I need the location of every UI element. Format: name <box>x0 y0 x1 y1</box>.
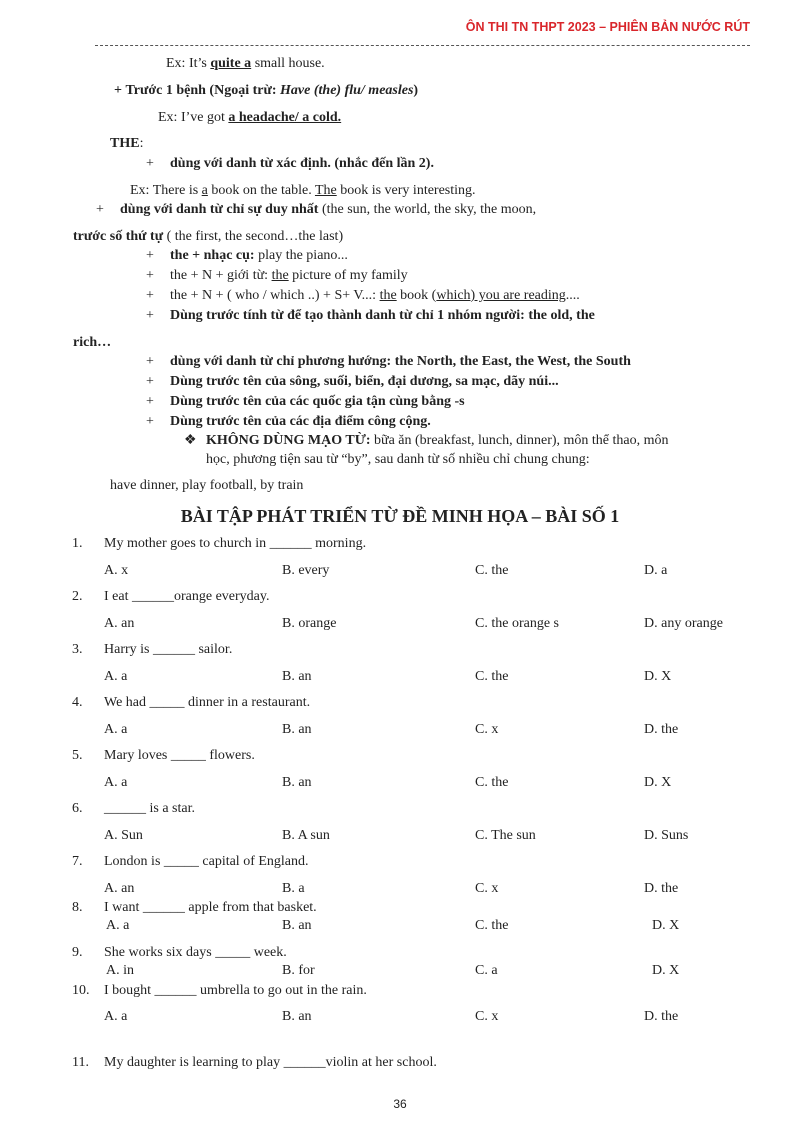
question-3-option-d: D. X <box>644 669 672 684</box>
rule-countries: + Dùng trước tên của các quốc gia tận cùng bằng -s <box>146 394 465 409</box>
question-number: 3. <box>72 642 83 657</box>
question-9-option-a: A. in <box>106 963 134 978</box>
question-text: My daughter is learning to play ______violin at her school. <box>104 1055 437 1070</box>
question-5-option-a: A. a <box>104 775 128 790</box>
question-1 <box>72 536 366 552</box>
question-text: I eat ______orange everyday. <box>104 589 270 604</box>
header-title: ÔN THI TN THPT 2023 – PHIÊN BẢN NƯỚC RÚT <box>465 20 750 34</box>
question-7-option-a: A. an <box>104 881 135 896</box>
question-4 <box>72 695 310 711</box>
question-number: 11. <box>72 1055 89 1070</box>
question-1-option-b: B. every <box>282 563 330 578</box>
rule-preposition: + the + N + giới từ: the picture of my family <box>146 268 408 283</box>
question-8-option-d: D. X <box>652 918 680 933</box>
question-1-option-c: C. the <box>475 563 509 578</box>
question-2-option-d: D. any orange <box>644 616 723 631</box>
question-text: Mary loves _____ flowers. <box>104 748 255 763</box>
question-text: Harry is ______ sailor. <box>104 642 233 657</box>
rule-no-article-cont: học, phương tiện sau từ “by”, sau danh từ số nhiều chỉ chung chung: <box>206 452 590 467</box>
rule-instrument: + the + nhạc cụ: play the piano... <box>146 248 348 263</box>
question-7-option-b: B. a <box>282 881 305 896</box>
question-2 <box>72 589 269 605</box>
exercise-title: BÀI TẬP PHÁT TRIỂN TỪ ĐỀ MINH HỌA – BÀI SỐ 1 <box>180 506 620 526</box>
question-6-option-c: C. The sun <box>475 828 536 843</box>
question-number: 5. <box>72 748 83 763</box>
question-9-option-b: B. for <box>282 963 315 978</box>
question-2-option-c: C. the orange s <box>475 616 559 631</box>
question-10-option-c: C. x <box>475 1009 499 1024</box>
question-8-option-c: C. the <box>475 918 509 933</box>
question-7-option-d: D. the <box>644 881 679 896</box>
question-8-option-a: A. a <box>106 918 130 933</box>
question-2-option-a: A. an <box>104 616 135 631</box>
rule-adjective-group: + Dùng trước tính từ để tạo thành danh từ chỉ 1 nhóm người: the old, the <box>146 308 595 323</box>
example-book: Ex: There is a book on the table. The book is very interesting. <box>130 183 476 198</box>
question-number: 6. <box>72 801 83 816</box>
question-8-option-b: B. an <box>282 918 312 933</box>
question-1-option-d: D. a <box>644 563 668 578</box>
question-text: She works six days _____ week. <box>104 945 287 960</box>
question-10-option-a: A. a <box>104 1009 128 1024</box>
question-10 <box>72 983 367 999</box>
question-4-option-d: D. the <box>644 722 679 737</box>
question-3-option-a: A. a <box>104 669 128 684</box>
header-divider <box>95 45 750 46</box>
question-6-option-d: D. Suns <box>644 828 689 843</box>
question-7-option-c: C. x <box>475 881 499 896</box>
rule-adjective-group-cont: rich… <box>73 335 112 350</box>
question-10-option-b: B. an <box>282 1009 312 1024</box>
question-9 <box>72 945 287 961</box>
rule-definite: + dùng với danh từ xác định. (nhắc đến lần 2). <box>146 156 434 171</box>
question-6-option-a: A. Sun <box>104 828 143 843</box>
question-4-option-c: C. x <box>475 722 499 737</box>
rule-relative-clause: + the + N + ( who / which ..) + S+ V...: the book (which) you are reading.... <box>146 288 580 303</box>
rule-ordinal: trước số thứ tự ( the first, the second…the last) <box>73 229 344 244</box>
question-text: ______ is a star. <box>104 801 195 816</box>
question-3-option-c: C. the <box>475 669 509 684</box>
question-number: 7. <box>72 854 83 869</box>
the-heading: THE: <box>110 136 144 151</box>
question-1-option-a: A. x <box>104 563 129 578</box>
question-number: 8. <box>72 900 83 915</box>
question-7 <box>72 854 309 870</box>
question-9-option-c: C. a <box>475 963 498 978</box>
question-5-option-c: C. the <box>475 775 509 790</box>
example-quite: Ex: It’s quite a small house. <box>166 56 325 71</box>
question-8 <box>72 900 317 916</box>
question-5-option-b: B. an <box>282 775 312 790</box>
rule-unique: + dùng với danh từ chỉ sự duy nhất (the sun, the world, the sky, the moon, <box>96 202 537 217</box>
rule-direction: + dùng với danh từ chỉ phương hướng: the North, the East, the West, the South <box>146 354 631 369</box>
question-3-option-b: B. an <box>282 669 312 684</box>
question-3 <box>72 642 232 658</box>
question-5 <box>72 748 255 764</box>
example-headache: Ex: I’ve got a headache/ a cold. <box>158 110 342 125</box>
rule-no-article: ❖ KHÔNG DÙNG MẠO TỪ: bữa ăn (breakfast, lunch, dinner), môn thể thao, môn <box>184 433 669 448</box>
rule-public-places: + Dùng trước tên của các địa điểm công cộng. <box>146 414 431 429</box>
question-number: 2. <box>72 589 83 604</box>
question-number: 9. <box>72 945 83 960</box>
question-text: My mother goes to church in ______ morning. <box>104 536 367 551</box>
question-text: London is _____ capital of England. <box>104 854 309 869</box>
rule-geography: + Dùng trước tên của sông, suối, biển, đại dương, sa mạc, dãy núi... <box>146 374 559 389</box>
question-11 <box>72 1055 437 1071</box>
question-text: I want ______ apple from that basket. <box>104 900 317 915</box>
question-2-option-b: B. orange <box>282 616 337 631</box>
question-text: We had _____ dinner in a restaurant. <box>104 695 311 710</box>
question-number: 1. <box>72 536 83 551</box>
question-6-option-b: B. A sun <box>282 828 330 843</box>
question-4-option-a: A. a <box>104 722 128 737</box>
question-9-option-d: D. X <box>652 963 680 978</box>
example-no-article: have dinner, play football, by train <box>110 478 304 493</box>
question-5-option-d: D. X <box>644 775 672 790</box>
question-10-option-d: D. the <box>644 1009 679 1024</box>
rule-illness: + Trước 1 bệnh (Ngoại trừ: Have (the) flu/ measles) <box>114 83 419 98</box>
page-number: 36 <box>393 1097 407 1111</box>
question-6 <box>72 801 195 817</box>
diamond-bullet-icon: ❖ <box>184 433 197 448</box>
question-4-option-b: B. an <box>282 722 312 737</box>
question-number: 4. <box>72 695 83 710</box>
question-text: I bought ______ umbrella to go out in the rain. <box>104 983 367 998</box>
question-number: 10. <box>72 983 90 998</box>
